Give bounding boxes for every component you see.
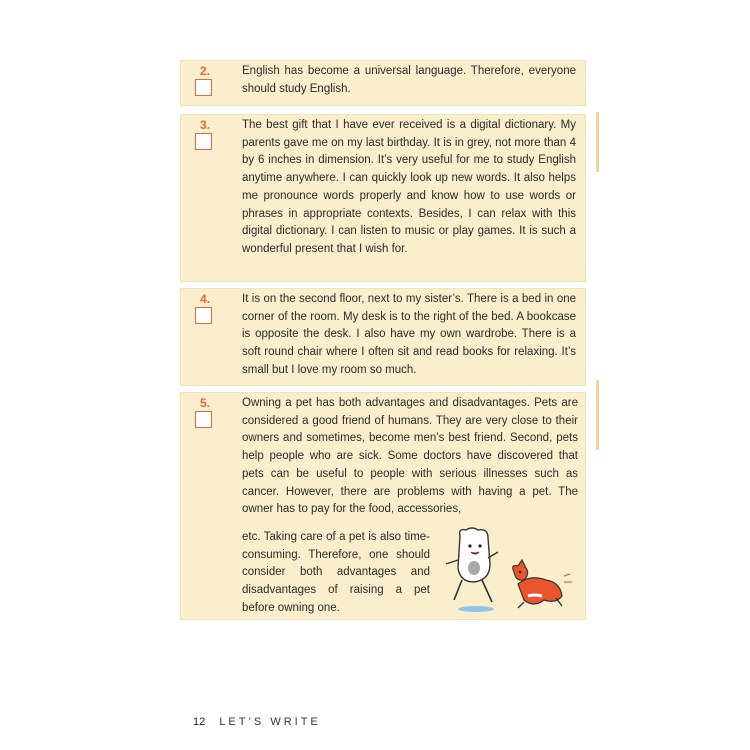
item-4-number: 4.: [200, 292, 211, 306]
shadow-puddle: [458, 606, 494, 612]
page-edge-strip: [596, 112, 599, 172]
item-3-checkbox[interactable]: [195, 133, 212, 150]
dog-icon: [513, 560, 572, 608]
white-character-icon: [446, 528, 498, 602]
item-3-text: The best gift that I have ever received is a digital dictionary. My parents gave me on my last birthday. It is in grey, not more than 4 by 6 inches in dimension. It’s very useful for me to study English anytime anywhere. I can quickly look up new words. It also helps me pronounce words properly and know how to use words or phrases in appropriate contexts. Besides, I can relax with this digital dictionary. I can listen to music or play games. It is such a wonderful present that I wish for.: [242, 119, 576, 255]
item-5-checkbox[interactable]: [195, 411, 212, 428]
item-3-number: 3.: [200, 118, 211, 132]
item-5-number: 5.: [200, 396, 211, 410]
item-5-text-part2: etc. Taking care of a pet is also time-consuming. Therefore, one should consider both advantages and disadvantages of raising a pet before owning one.: [242, 531, 430, 614]
item-2-number: 2.: [200, 64, 211, 78]
item-3-box: [180, 114, 586, 282]
page-footer: [193, 716, 321, 728]
character-and-dog-illustration: [438, 524, 578, 616]
item-2-checkbox[interactable]: [195, 79, 212, 96]
item-4-box: [180, 288, 586, 386]
item-5-text-part1: Owning a pet has both advantages and disadvantages. Pets are considered a good friend of humans. They are very close to their owners and sometimes, become men’s best friend. Second, pets help people who are sick. Some doctors have discovered that pets can be useful to people with serious illnesses such as cancer. However, there are problems with having a pet. The owner has to pay for the food, accessories,: [242, 397, 578, 516]
item-4-checkbox[interactable]: [195, 307, 212, 324]
item-4-text: It is on the second floor, next to my sister’s. There is a bed in one corner of the room. My desk is to the right of the bed. A bookcase is opposite the desk. I also have my own wardrobe. There is a soft round chair where I often sit and read books for relaxing. It’s small but I love my room so much.: [242, 293, 576, 376]
item-2-text: English has become a universal language. Therefore, everyone should study English.: [242, 65, 576, 95]
item-2-box: [180, 60, 586, 106]
page-edge-strip: [596, 380, 599, 450]
page-number: 12: [193, 716, 206, 728]
section-title: LET’S WRITE: [219, 716, 321, 728]
